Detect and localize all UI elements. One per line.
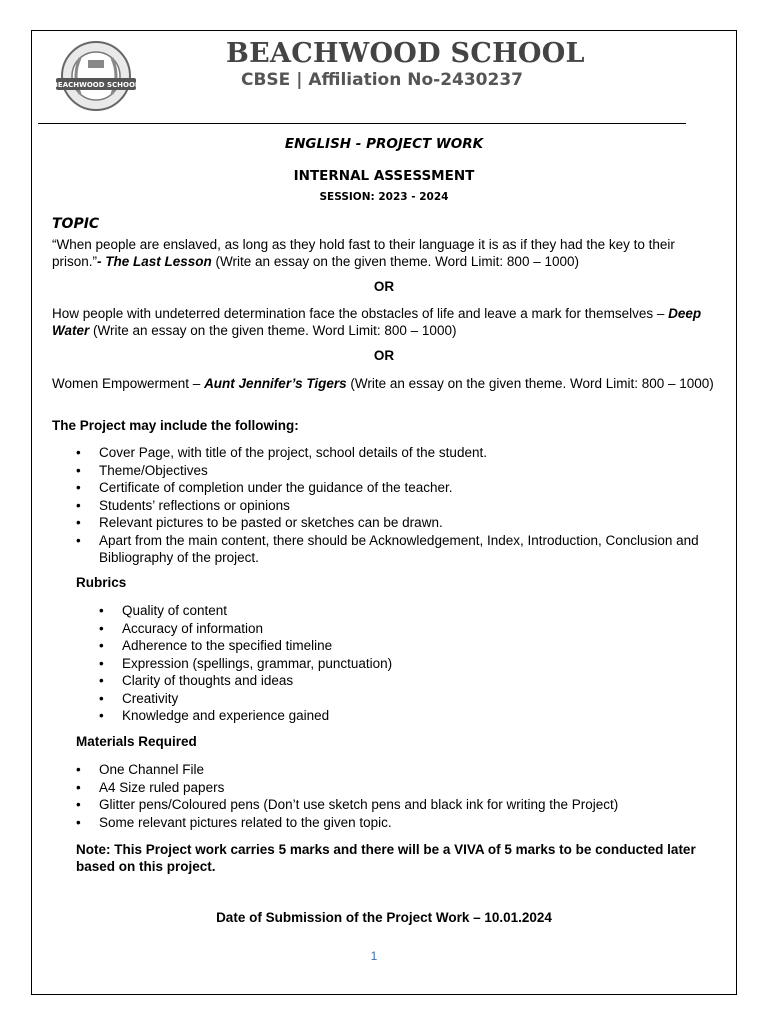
or-separator-2: OR <box>373 348 395 363</box>
rubrics-list <box>99 602 716 725</box>
header-divider <box>38 123 686 124</box>
materials-heading: Materials Required <box>76 734 197 749</box>
option-2-instruction: (Write an essay on the given theme. Word Limit: 800 – 1000) <box>89 323 457 338</box>
option-3-title: Aunt Jennifer’s Tigers <box>204 376 347 391</box>
option-1-quote: “When people are enslaved, as long as they hold fast to their language it is as if they had the key to their prison.” <box>52 237 675 269</box>
affiliation: CBSE | Affiliation No-2430237 <box>241 70 523 90</box>
list-item: • A4 Size ruled papers <box>76 779 716 797</box>
logo-text: BEACHWOOD SCHOOL <box>52 81 140 89</box>
list-item: • Knowledge and experience gained <box>99 707 716 725</box>
note: Note: This Project work carries 5 marks and there will be a VIVA of 5 marks to be conducted later based on this project. <box>76 842 696 874</box>
list-item: • Relevant pictures to be pasted or sketches can be drawn. <box>76 514 716 532</box>
list-item: • Clarity of thoughts and ideas <box>99 672 716 690</box>
school-logo <box>50 38 142 116</box>
school-name: BEACHWOOD SCHOOL <box>226 38 585 69</box>
list-item: • Theme/Objectives <box>76 462 716 480</box>
list-item: • Expression (spellings, grammar, punctuation) <box>99 655 716 673</box>
list-item: • One Channel File <box>76 761 716 779</box>
option-1-title: - The Last Lesson <box>97 254 212 269</box>
or-separator-1: OR <box>373 279 395 294</box>
list-item: • Students’ reflections or opinions <box>76 497 716 515</box>
list-item: • Creativity <box>99 690 716 708</box>
topic-option-2 <box>52 305 716 339</box>
list-item: • Glitter pens/Coloured pens (Don’t use sketch pens and black ink for writing the Project) <box>76 796 716 814</box>
topic-option-1 <box>52 236 716 270</box>
list-item: • Apart from the main content, there should be Acknowledgement, Index, Introduction, Conclusion and Bibliography of the project. <box>76 532 716 567</box>
option-1-instruction: (Write an essay on the given theme. Word Limit: 800 – 1000) <box>211 254 579 269</box>
session-label: SESSION: 2023 - 2024 <box>319 191 449 203</box>
list-item: • Some relevant pictures related to the given topic. <box>76 814 716 832</box>
project-title: ENGLISH - PROJECT WORK <box>284 136 484 152</box>
page-number: 1 <box>370 949 378 963</box>
assessment-title: INTERNAL ASSESSMENT <box>293 168 475 184</box>
list-item: • Certificate of completion under the guidance of the teacher. <box>76 479 716 497</box>
option-3-text: Women Empowerment – <box>52 376 205 391</box>
option-2-text: How people with undeterred determination face the obstacles of life and leave a mark for themselves – <box>52 306 669 321</box>
materials-list <box>76 761 716 831</box>
option-3-instruction: (Write an essay on the given theme. Word Limit: 800 – 1000) <box>346 376 714 391</box>
topic-option-3 <box>52 375 716 392</box>
list-item: • Cover Page, with title of the project, school details of the student. <box>76 444 716 462</box>
project-includes-list <box>76 444 716 567</box>
list-item: • Quality of content <box>99 602 716 620</box>
list-item: • Accuracy of information <box>99 620 716 638</box>
option-2-title: Deep Water <box>52 306 702 338</box>
topic-heading: TOPIC <box>52 216 100 232</box>
submission-date: Date of Submission of the Project Work – 10.01.2024 <box>216 910 552 925</box>
rubrics-heading: Rubrics <box>76 575 127 590</box>
list-item: • Adherence to the specified timeline <box>99 637 716 655</box>
project-includes-heading: The Project may include the following: <box>52 418 299 433</box>
